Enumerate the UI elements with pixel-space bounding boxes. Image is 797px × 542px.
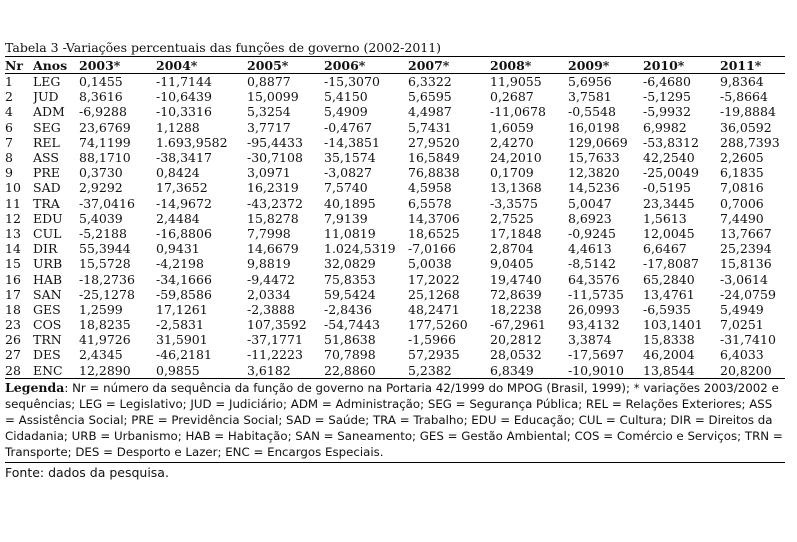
- table-cell: 2,9292: [79, 180, 123, 196]
- table-cell: PRE: [33, 165, 60, 181]
- table-row: [5, 271, 785, 286]
- table-cell: GES: [33, 301, 61, 317]
- table-cell: TRN: [33, 332, 62, 348]
- table-cell: -53,8312: [643, 134, 699, 150]
- footer-divider: [5, 462, 785, 463]
- table-cell: 11: [5, 195, 21, 211]
- table-cell: -25,0049: [643, 165, 699, 181]
- table-cell: 74,1199: [79, 134, 131, 150]
- table-cell: -14,3851: [324, 134, 380, 150]
- table-cell: -24,0759: [720, 286, 776, 302]
- table-cell: JUD: [33, 89, 59, 105]
- table-cell: 18: [5, 301, 21, 317]
- table-row: [5, 302, 785, 317]
- table-cell: 15,7633: [568, 150, 620, 166]
- table-cell: 6,6467: [643, 241, 687, 257]
- table-cell: 41,9726: [79, 332, 131, 348]
- table-cell: 8,6923: [568, 210, 612, 226]
- table-cell: -6,9288: [79, 104, 127, 120]
- table-cell: -59,8586: [156, 286, 212, 302]
- table-cell: 0,9855: [156, 363, 247, 379]
- table-row: [5, 332, 785, 347]
- table-row: [5, 135, 785, 150]
- table-cell: 5,0047: [568, 195, 612, 211]
- table-cell: 65,2840: [643, 271, 695, 287]
- table-cell: 14,6679: [247, 241, 299, 257]
- table-cell: -2,3888: [247, 301, 295, 317]
- table-cell: -11,2223: [247, 347, 303, 363]
- table-cell: URB: [33, 256, 63, 272]
- table-cell: 1.024,5319: [324, 241, 396, 257]
- table-cell: 0,9431: [156, 241, 200, 257]
- table-cell: COS: [33, 317, 62, 333]
- table-cell: 15,8136: [720, 256, 772, 272]
- table-cell: 5,3254: [247, 104, 291, 120]
- table-cell: SAD: [33, 180, 61, 196]
- table-cell: -37,1771: [247, 332, 303, 348]
- table-cell: 5,4039: [79, 210, 123, 226]
- table-cell: EDU: [33, 210, 63, 226]
- table-cell: 16,2319: [247, 180, 299, 196]
- table-cell: 0,1709: [490, 165, 534, 181]
- table-cell: -14,9672: [156, 195, 212, 211]
- table-cell: -95,4433: [247, 134, 303, 150]
- table-legend: [5, 380, 785, 460]
- table-cell: 0,8877: [247, 74, 291, 90]
- table-cell: 13,4761: [643, 286, 695, 302]
- table-cell: -6,5935: [643, 301, 691, 317]
- table-cell: -11,5735: [568, 286, 624, 302]
- table-cell: 14: [5, 241, 21, 257]
- table-cell: -10,6439: [156, 89, 212, 105]
- table-cell: 3,0971: [247, 165, 291, 181]
- table-cell: -10,3316: [156, 104, 212, 120]
- table-row: [5, 165, 785, 180]
- table-cell: 15,0099: [247, 89, 299, 105]
- table-cell: -54,7443: [324, 317, 380, 333]
- table-cell: 17,1261: [156, 301, 208, 317]
- table-cell: LEG: [33, 74, 61, 90]
- table-cell: 40,1895: [324, 195, 376, 211]
- table-cell: 1,1288: [156, 119, 200, 135]
- table-cell: HAB: [33, 271, 63, 287]
- table-cell: 7,4490: [720, 210, 764, 226]
- column-header: 2011*: [720, 57, 785, 74]
- table-cell: 4,4987: [408, 104, 452, 120]
- table-cell: 88,1710: [79, 150, 131, 166]
- table-cell: 14,3706: [408, 210, 460, 226]
- table-cell: 42,2540: [643, 150, 695, 166]
- table-cell: 4,5958: [408, 180, 452, 196]
- table-row: [5, 196, 785, 211]
- table-cell: 5,2382: [408, 363, 490, 379]
- table-cell: 13,1368: [490, 180, 542, 196]
- table-cell: 1,6059: [490, 119, 534, 135]
- table-cell: 6,4033: [720, 347, 764, 363]
- table-cell: -2,8436: [324, 301, 372, 317]
- table-cell: 17,2022: [408, 271, 460, 287]
- table-cell: 17,3652: [156, 180, 208, 196]
- table-cell: -1,5966: [408, 332, 456, 348]
- table-cell: -46,2181: [156, 347, 212, 363]
- table-cell: 14,5236: [568, 180, 620, 196]
- column-header: 2006*: [324, 57, 408, 74]
- table-cell: 5,7431: [408, 119, 452, 135]
- table-cell: 55,3944: [79, 241, 131, 257]
- table-cell: 2,8704: [490, 241, 534, 257]
- table-cell: 59,5424: [324, 286, 376, 302]
- table-cell: -5,9932: [643, 104, 691, 120]
- table-cell: 32,0829: [324, 256, 376, 272]
- table-cell: 70,7898: [324, 347, 376, 363]
- table-cell: 7,7998: [247, 225, 291, 241]
- column-header: Nr: [5, 57, 33, 74]
- table-row: [5, 74, 785, 90]
- legend-label: Legenda: [5, 379, 65, 395]
- table-cell: 25,2394: [720, 241, 772, 257]
- table-cell: 6,3322: [408, 74, 452, 90]
- table-row: [5, 150, 785, 165]
- table-cell: -17,5697: [568, 347, 624, 363]
- table-row: [5, 241, 785, 256]
- table-cell: -17,8087: [643, 256, 699, 272]
- table-cell: TRA: [33, 195, 60, 211]
- table-cell: 107,3592: [247, 317, 307, 333]
- table-row: [5, 317, 785, 332]
- table-row: [5, 89, 785, 104]
- table-cell: -43,2372: [247, 195, 303, 211]
- table-cell: -7,0166: [408, 241, 456, 257]
- table-cell: 12: [5, 210, 21, 226]
- table-cell: -3,0827: [324, 165, 372, 181]
- table-cell: 27: [5, 347, 21, 363]
- table-cell: -11,7144: [156, 74, 212, 90]
- table-cell: 2,7525: [490, 210, 534, 226]
- table-cell: 2,4270: [490, 134, 534, 150]
- table-cell: 12,2890: [79, 363, 156, 379]
- table-cell: 7: [5, 134, 13, 150]
- table-cell: 177,5260: [408, 317, 468, 333]
- table-cell: 26,0993: [568, 301, 620, 317]
- table-cell: 5,4909: [324, 104, 368, 120]
- table-cell: -3,3575: [490, 195, 538, 211]
- table-cell: -30,7108: [247, 150, 303, 166]
- table-cell: 0,7006: [720, 195, 764, 211]
- table-cell: 2: [5, 89, 13, 105]
- table-source: Fonte: dados da pesquisa.: [5, 465, 169, 481]
- table-cell: 48,2471: [408, 301, 460, 317]
- table-cell: 7,0251: [720, 317, 764, 333]
- table-cell: 4: [5, 104, 13, 120]
- table-cell: 7,0816: [720, 180, 764, 196]
- table-cell: 9,8364: [720, 74, 764, 90]
- table-cell: 6,8349: [490, 363, 568, 379]
- table-cell: 129,0669: [568, 134, 628, 150]
- table-row: [5, 180, 785, 195]
- table-cell: -5,1295: [643, 89, 691, 105]
- table-row: [5, 211, 785, 226]
- table-cell: 3,3874: [568, 332, 612, 348]
- table-cell: 3,6182: [247, 363, 324, 379]
- column-header: 2009*: [568, 57, 643, 74]
- legend-text: : Nr = número da sequência da função de governo na Portaria 42/1999 do MPOG (Brasil, 1999); * variações 2003/2002 e sequências; LEG = Legislativo; JUD = Judiciário; ADM = Administração; SEG = Segurança Pública; REL = Relações Exteriores; ASS = Assistência Social; PRE = Previdência Social; SAD = Saúde; TRA = Trabalho; EDU = Educação; CUL = Cultura; DIR = Direitos da Cidadania; URB = Urbanismo; HAB = Habitação; SAN = Saneamento; GES = Gestão Ambiental; COS = Comércio e Serviços; TRN = Transporte; DES = Desporto e Lazer; ENC = Encargos Especiais.: [5, 380, 783, 460]
- table-cell: 23,6769: [79, 119, 131, 135]
- table-cell: 12,0045: [643, 225, 695, 241]
- table-cell: 75,8353: [324, 271, 376, 287]
- table-cell: 13: [5, 225, 21, 241]
- table-row: [5, 120, 785, 135]
- table-cell: 5,0038: [408, 256, 452, 272]
- table-cell: 7,5740: [324, 180, 368, 196]
- table-cell: 0,1455: [79, 74, 123, 90]
- table-cell: -9,4472: [247, 271, 295, 287]
- column-header: Anos: [33, 57, 79, 74]
- table-row: [5, 363, 785, 379]
- table-cell: -19,8884: [720, 104, 776, 120]
- table-cell: ENC: [33, 363, 79, 379]
- table-cell: 19,4740: [490, 271, 542, 287]
- table-cell: 1.693,9582: [156, 134, 228, 150]
- table-cell: 9,8819: [247, 256, 291, 272]
- table-cell: ADM: [33, 104, 65, 120]
- column-header: 2007*: [408, 57, 490, 74]
- table-cell: 20,8200: [720, 363, 785, 379]
- table-cell: REL: [33, 134, 60, 150]
- table-cell: 9,0405: [490, 256, 534, 272]
- table-cell: 3,7717: [247, 119, 291, 135]
- table-cell: 15,8278: [247, 210, 299, 226]
- table-cell: 28: [5, 363, 33, 379]
- table-row: [5, 347, 785, 362]
- table-caption: Tabela 3 -Variações percentuais das funções de governo (2002-2011): [5, 40, 442, 55]
- table-cell: 1,5613: [643, 210, 687, 226]
- table-cell: -8,5142: [568, 256, 616, 272]
- table-cell: -18,2736: [79, 271, 135, 287]
- table-cell: -10,9010: [568, 363, 643, 379]
- table-cell: 6,1835: [720, 165, 764, 181]
- table-cell: 2,4345: [79, 347, 123, 363]
- table-cell: 5,6956: [568, 74, 612, 90]
- table-cell: 15,8338: [643, 332, 695, 348]
- table-header-row: [5, 57, 785, 74]
- table-cell: 31,5901: [156, 332, 208, 348]
- table-cell: 57,2935: [408, 347, 460, 363]
- table-row: [5, 104, 785, 119]
- column-header: 2003*: [79, 57, 156, 74]
- table-cell: 8: [5, 150, 13, 166]
- table-cell: 4,4613: [568, 241, 612, 257]
- table-cell: 16: [5, 271, 21, 287]
- table-cell: 23,3445: [643, 195, 695, 211]
- table-cell: -0,5195: [643, 180, 691, 196]
- table-cell: 35,1574: [324, 150, 376, 166]
- table-cell: 64,3576: [568, 271, 620, 287]
- table-cell: 0,2687: [490, 89, 534, 105]
- table-cell: 51,8638: [324, 332, 376, 348]
- table-cell: 10: [5, 180, 21, 196]
- table-cell: 76,8838: [408, 165, 460, 181]
- table-cell: 7,9139: [324, 210, 368, 226]
- table-cell: 5,4150: [324, 89, 368, 105]
- table-cell: -34,1666: [156, 271, 212, 287]
- table-cell: 16,5849: [408, 150, 460, 166]
- table-cell: -5,8664: [720, 89, 768, 105]
- table-cell: 93,4132: [568, 317, 620, 333]
- table-row: [5, 226, 785, 241]
- table-cell: 17: [5, 286, 21, 302]
- table-cell: SEG: [33, 119, 61, 135]
- table-cell: 103,1401: [643, 317, 703, 333]
- table-cell: 27,9520: [408, 134, 460, 150]
- table-cell: 12,3820: [568, 165, 620, 181]
- table-cell: -25,1278: [79, 286, 135, 302]
- table-cell: -31,7410: [720, 332, 776, 348]
- table-cell: 2,2605: [720, 150, 764, 166]
- table-cell: -6,4680: [643, 74, 691, 90]
- table-cell: -37,0416: [79, 195, 135, 211]
- table-cell: 9: [5, 165, 13, 181]
- column-header: 2004*: [156, 57, 247, 74]
- table-cell: 2,4484: [156, 210, 200, 226]
- table-cell: -38,3417: [156, 150, 212, 166]
- table-cell: -2,5831: [156, 317, 204, 333]
- table-row: [5, 256, 785, 271]
- table-cell: 46,2004: [643, 347, 695, 363]
- table-cell: 23: [5, 317, 21, 333]
- table-cell: 3,7581: [568, 89, 612, 105]
- table-cell: DIR: [33, 241, 58, 257]
- table-cell: 0,3730: [79, 165, 123, 181]
- table-cell: 288,7393: [720, 134, 780, 150]
- column-header: 2010*: [643, 57, 720, 74]
- table-cell: -5,2188: [79, 225, 127, 241]
- table-cell: 15: [5, 256, 21, 272]
- table-cell: 25,1268: [408, 286, 460, 302]
- table-figure: [5, 40, 785, 481]
- table-cell: 5,4949: [720, 301, 764, 317]
- table-cell: 17,1848: [490, 225, 542, 241]
- table-cell: 5,6595: [408, 89, 452, 105]
- table-cell: -0,9245: [568, 225, 616, 241]
- table-body: [5, 74, 785, 379]
- table-cell: 18,6525: [408, 225, 460, 241]
- table-cell: 15,5728: [79, 256, 131, 272]
- column-header: 2005*: [247, 57, 324, 74]
- table-cell: -67,2961: [490, 317, 546, 333]
- table-cell: 16,0198: [568, 119, 620, 135]
- table-cell: 26: [5, 332, 21, 348]
- table-cell: -4,2198: [156, 256, 204, 272]
- table-cell: 72,8639: [490, 286, 542, 302]
- table-cell: 2,0334: [247, 286, 291, 302]
- table-cell: 0,8424: [156, 165, 200, 181]
- table-cell: DES: [33, 347, 61, 363]
- table-cell: -15,3070: [324, 74, 380, 90]
- table-cell: SAN: [33, 286, 62, 302]
- table-cell: 8,3616: [79, 89, 123, 105]
- table-cell: 24,2010: [490, 150, 542, 166]
- table-cell: 11,0819: [324, 225, 376, 241]
- table-cell: 18,2238: [490, 301, 542, 317]
- table-cell: 20,2812: [490, 332, 542, 348]
- table-cell: -11,0678: [490, 104, 546, 120]
- table-cell: 13,7667: [720, 225, 772, 241]
- table-cell: -3,0614: [720, 271, 768, 287]
- table-cell: CUL: [33, 225, 62, 241]
- table-cell: 13,8544: [643, 363, 720, 379]
- table-cell: 6,5578: [408, 195, 452, 211]
- table-cell: -0,5548: [568, 104, 616, 120]
- table-row: [5, 287, 785, 302]
- table-cell: 22,8860: [324, 363, 408, 379]
- table-cell: 1,2599: [79, 301, 123, 317]
- table-cell: 36,0592: [720, 119, 772, 135]
- table-cell: 1: [5, 74, 13, 90]
- table-cell: 18,8235: [79, 317, 131, 333]
- table-cell: 28,0532: [490, 347, 542, 363]
- table-cell: 11,9055: [490, 74, 542, 90]
- table-cell: ASS: [33, 150, 59, 166]
- table-cell: -16,8806: [156, 225, 212, 241]
- table-cell: 6: [5, 119, 13, 135]
- table-cell: 6,9982: [643, 119, 687, 135]
- variation-table: [5, 56, 785, 379]
- table-cell: -0,4767: [324, 119, 372, 135]
- column-header: 2008*: [490, 57, 568, 74]
